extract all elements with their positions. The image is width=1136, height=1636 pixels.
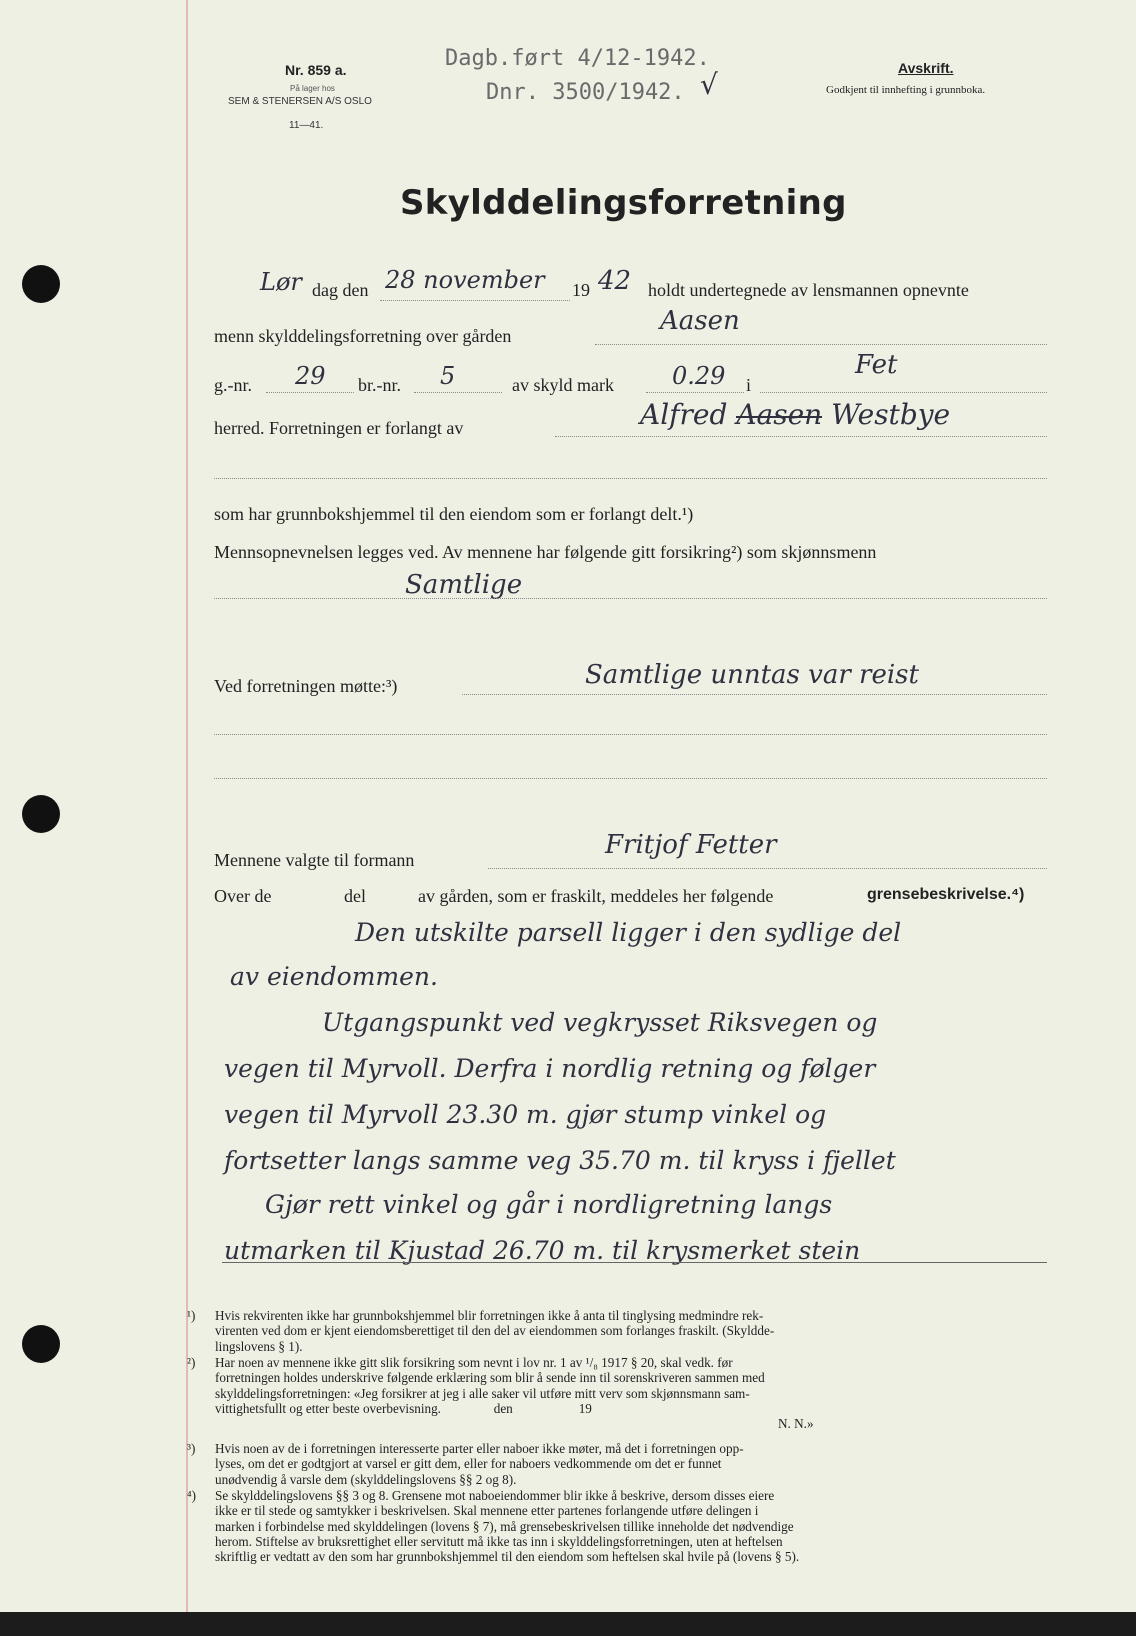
attended-extra-line-1 (214, 734, 1047, 735)
requester-last-name: Westbye (831, 398, 951, 431)
footnote-3-line-3: unødvendig å varsle dem (skylddelingslovens §§ 2 og 8). (215, 1471, 517, 1487)
form-number: Nr. 859 a. (285, 62, 347, 78)
requester-handwritten (640, 398, 950, 431)
page-title: Skylddelingsforretning (400, 183, 847, 223)
gnr-field-line (266, 392, 354, 393)
description-line-3: Utgangspunkt ved vegkrysset Riksvegen og (322, 1008, 878, 1037)
footnote-2 (187, 1355, 1053, 1432)
line5-text: som har grunnbokshjemmel til den eiendom som er forlangt delt.¹) (214, 504, 694, 524)
footnote-4 (187, 1488, 1053, 1565)
line1-text: holdt undertegnede av lensmannen opnevnte (648, 280, 969, 300)
attended-extra-line-2 (214, 778, 1047, 779)
attended-field-line (462, 694, 1047, 695)
description-line-7: Gjør rett vinkel og går i nordligretning langs (265, 1190, 833, 1219)
description-line-5: vegen til Myrvoll 23.30 m. gjør stump vinkel og (224, 1100, 827, 1129)
footnote-2-line-1: Har noen av mennene ikke gitt slik forsikring som nevnt i lov nr. 1 av ¹/₈ 1917 § 20, skal vedk. før (215, 1355, 733, 1370)
footnote-1 (187, 1308, 1053, 1354)
doc-number-stamp: Dnr. 3500/1942. (486, 80, 685, 105)
footnote-1-number: ¹) (187, 1308, 196, 1323)
footnote-2-line-3: skylddelingsforretningen: «Jeg forsikrer at jeg i alle saker vil utføre mitt verv som skjønnsmann sam- (215, 1385, 750, 1401)
print-code: 11—41. (289, 120, 324, 131)
footnote-2-line-4: vittighetsfullt og etter beste overbevisning. den 19 (215, 1400, 592, 1416)
requester-extra-line (214, 478, 1047, 479)
bnr-field-line (414, 392, 502, 393)
year-prefix: 19 (572, 280, 590, 300)
attended-handwritten: Samtlige unntas var reist (585, 660, 919, 690)
weekday-handwritten: Lør (260, 268, 302, 296)
attended-label: Ved forretningen møtte:³) (214, 676, 398, 696)
farm-handwritten: Aasen (660, 306, 740, 336)
day-label: dag den (312, 280, 369, 300)
requester-field-line (555, 436, 1047, 437)
footnote-2-number: ²) (187, 1355, 196, 1370)
footnote-4-line-2: ikke er til stede og samtykker i beskrivelsen. Skal mennene etter partenes forlangende utføre delingen i (215, 1503, 759, 1519)
insured-field-line (214, 598, 1047, 599)
skyld-handwritten: 0.29 (672, 362, 726, 390)
farm-field-line (595, 344, 1047, 345)
year-handwritten: 42 (598, 266, 632, 296)
chairman-label: Mennene valgte til formann (214, 850, 415, 870)
punch-hole-top (22, 265, 60, 303)
boundary-label-2: del (344, 886, 366, 906)
footnote-3-line-2: lyses, om det er godtgjort at varsel er gitt dem, eller for naboers vedkommende om det er funnet (215, 1456, 722, 1472)
requester-struck-name: Aasen (736, 398, 823, 431)
footnote-separator (222, 1262, 1047, 1263)
description-line-6: fortsetter langs samme veg 35.70 m. til kryss i fjellet (224, 1146, 896, 1175)
footnote-4-line-1: Se skylddelingslovens §§ 3 og 8. Grensene mot naboeiendommer blir ikke å beskrive, dersom disses eiere (215, 1488, 775, 1503)
gnr-handwritten: 29 (295, 362, 326, 390)
herred-handwritten: Fet (855, 350, 898, 380)
publisher-line2: SEM & STENERSEN A/S OSLO (228, 96, 372, 107)
description-line-4: vegen til Myrvoll. Derfra i nordlig retning og følger (224, 1054, 876, 1083)
punch-hole-bottom (22, 1325, 60, 1363)
skyld-field-line (646, 392, 744, 393)
insured-handwritten: Samtlige (405, 570, 523, 600)
description-line-8: utmarken til Kjustad 26.70 m. til krysmerket stein (224, 1236, 861, 1265)
herred-field-line (760, 392, 1047, 393)
publisher-line1: På lager hos (290, 84, 335, 93)
footnote-1-line-2: virenten ved dom er kjent eiendomsberettiget til den del av eiendommen som forlanges fraskilt. (Skyldde- (215, 1323, 775, 1339)
date-handwritten: 28 november (385, 266, 545, 294)
footnote-3 (187, 1441, 1053, 1487)
date-field-line (380, 300, 570, 301)
diary-stamp: Dagb.ført 4/12-1942. (445, 46, 710, 71)
chairman-field-line (488, 868, 1047, 869)
footnote-3-line-1: Hvis noen av de i forretningen interesserte parter eller naboer ikke møter, må det i forretningen opp- (215, 1441, 744, 1456)
copy-label: Avskrift. (898, 60, 954, 76)
line2-text: menn skylddelingsforretning over gården (214, 326, 512, 346)
skyld-label: av skyld mark (512, 375, 614, 395)
in-label: i (746, 375, 752, 395)
description-line-2: av eiendommen. (230, 962, 438, 991)
boundary-label-1: Over de (214, 886, 272, 906)
footnote-3-number: ³) (187, 1441, 196, 1456)
footnote-4-line-5: skriftlig er vedtatt av den som har grunnbokshjemmel til den eiendom som heftelsen skal hvile på (lovens § 5). (215, 1549, 800, 1565)
boundary-label-3: av gården, som er fraskilt, meddeles her følgende (418, 886, 774, 906)
bnr-label: br.-nr. (358, 375, 401, 395)
chairman-handwritten: Fritjof Fetter (605, 830, 777, 860)
bnr-handwritten: 5 (440, 362, 456, 390)
footnote-1-line-3: lingslovens § 1). (215, 1338, 303, 1354)
check-mark: √ (700, 68, 718, 101)
gnr-label: g.-nr. (214, 375, 252, 395)
requester-first-name: Alfred (640, 398, 728, 431)
punch-hole-middle (22, 795, 60, 833)
footnote-4-line-4: herom. Stiftelse av bruksrettighet eller servitutt må ikke tas inn i skylddelingsforretningen, uten at heftelsen (215, 1533, 783, 1549)
boundary-heading: grensebeskrivelse.⁴) (867, 886, 1025, 903)
footnote-2-line-2: forretningen holdes underskrive følgende erklæring som blir å sende inn til sorenskriveren sammen med (215, 1370, 765, 1386)
footnote-4-line-3: marken i forbindelse med skylddelingen (lovens § 7), må grensebeskrivelsen tillike inneholde det nødvendige (215, 1518, 794, 1534)
line6-text: Mennsopnevnelsen legges ved. Av mennene har følgende gitt forsikring²) som skjønnsmenn (214, 542, 877, 562)
line4-text: herred. Forretningen er forlangt av (214, 418, 464, 438)
description-line-1: Den utskilte parsell ligger i den sydlige del (355, 918, 902, 947)
footnote-1-line-1: Hvis rekvirenten ikke har grunnbokshjemmel blir forretningen ikke å anta til tinglysing medmindre rek- (215, 1308, 764, 1323)
footnote-4-number: ⁴) (187, 1488, 196, 1503)
footnote-2-signature: N. N.» (778, 1416, 814, 1432)
copy-note: Godkjent til innhefting i grunnboka. (826, 84, 986, 96)
